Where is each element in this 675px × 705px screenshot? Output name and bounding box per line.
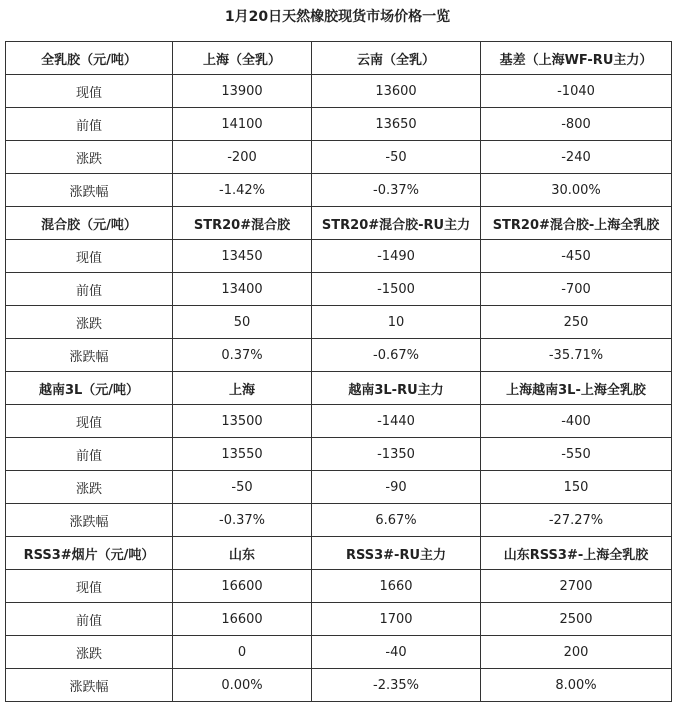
row-label-cell: 前值 <box>6 438 173 471</box>
row-label-cell: 涨跌 <box>6 306 173 339</box>
row-label-cell: 现值 <box>6 405 173 438</box>
section-header-cell: 山东RSS3#-上海全乳胶 <box>481 537 672 570</box>
row-label-cell: 现值 <box>6 75 173 108</box>
section-header-cell: 上海 <box>173 372 312 405</box>
table-row <box>6 339 672 372</box>
value-cell: -27.27% <box>481 504 672 537</box>
value-cell: 13500 <box>173 405 312 438</box>
value-cell: -1350 <box>312 438 481 471</box>
value-cell: -0.67% <box>312 339 481 372</box>
value-cell: -1490 <box>312 240 481 273</box>
table-row <box>6 438 672 471</box>
section-header-row <box>6 42 672 75</box>
table-row <box>6 669 672 702</box>
value-cell: 250 <box>481 306 672 339</box>
section-header-cell: STR20#混合胶 <box>173 207 312 240</box>
section-header-cell: STR20#混合胶-上海全乳胶 <box>481 207 672 240</box>
section-header-row <box>6 372 672 405</box>
row-label-cell: 前值 <box>6 273 173 306</box>
value-cell: -200 <box>173 141 312 174</box>
value-cell: -2.35% <box>312 669 481 702</box>
row-label-cell: 现值 <box>6 570 173 603</box>
value-cell: 8.00% <box>481 669 672 702</box>
section-header-cell: 基差（上海WF-RU主力） <box>481 42 672 75</box>
page-title: 1月20日天然橡胶现货市场价格一览 <box>224 9 451 25</box>
row-label-cell: 涨跌幅 <box>6 339 173 372</box>
value-cell: -240 <box>481 141 672 174</box>
value-cell: -550 <box>481 438 672 471</box>
value-cell: 14100 <box>173 108 312 141</box>
table-row <box>6 570 672 603</box>
value-cell: 0 <box>173 636 312 669</box>
section-header-row <box>6 537 672 570</box>
value-cell: -90 <box>312 471 481 504</box>
value-cell: -450 <box>481 240 672 273</box>
value-cell: 2700 <box>481 570 672 603</box>
value-cell: -50 <box>173 471 312 504</box>
value-cell: -1500 <box>312 273 481 306</box>
table-row <box>6 306 672 339</box>
section-header-cell: RSS3#烟片（元/吨） <box>6 537 173 570</box>
value-cell: 50 <box>173 306 312 339</box>
value-cell: 13400 <box>173 273 312 306</box>
value-cell: 13600 <box>312 75 481 108</box>
table-row <box>6 636 672 669</box>
value-cell: -1440 <box>312 405 481 438</box>
row-label-cell: 前值 <box>6 603 173 636</box>
value-cell: -1.42% <box>173 174 312 207</box>
section-header-row <box>6 207 672 240</box>
section-header-cell: 山东 <box>173 537 312 570</box>
table-row <box>6 405 672 438</box>
value-cell: 30.00% <box>481 174 672 207</box>
value-cell: -40 <box>312 636 481 669</box>
value-cell: -35.71% <box>481 339 672 372</box>
value-cell: 13550 <box>173 438 312 471</box>
section-header-cell: 上海越南3L-上海全乳胶 <box>481 372 672 405</box>
value-cell: 16600 <box>173 570 312 603</box>
table-row <box>6 75 672 108</box>
value-cell: -1040 <box>481 75 672 108</box>
value-cell: -50 <box>312 141 481 174</box>
value-cell: 13650 <box>312 108 481 141</box>
value-cell: -0.37% <box>312 174 481 207</box>
section-header-cell: 全乳胶（元/吨） <box>6 42 173 75</box>
value-cell: 200 <box>481 636 672 669</box>
price-table <box>5 41 672 702</box>
table-row <box>6 603 672 636</box>
value-cell: -400 <box>481 405 672 438</box>
table-row <box>6 273 672 306</box>
value-cell: 2500 <box>481 603 672 636</box>
value-cell: -700 <box>481 273 672 306</box>
table-row <box>6 174 672 207</box>
row-label-cell: 现值 <box>6 240 173 273</box>
value-cell: -800 <box>481 108 672 141</box>
row-label-cell: 涨跌幅 <box>6 669 173 702</box>
section-header-cell: 混合胶（元/吨） <box>6 207 173 240</box>
row-label-cell: 涨跌幅 <box>6 504 173 537</box>
value-cell: 0.37% <box>173 339 312 372</box>
section-header-cell: 云南（全乳） <box>312 42 481 75</box>
row-label-cell: 涨跌 <box>6 636 173 669</box>
value-cell: 13900 <box>173 75 312 108</box>
value-cell: 6.67% <box>312 504 481 537</box>
value-cell: 1700 <box>312 603 481 636</box>
value-cell: 150 <box>481 471 672 504</box>
table-row <box>6 504 672 537</box>
section-header-cell: 越南3L-RU主力 <box>312 372 481 405</box>
section-header-cell: RSS3#-RU主力 <box>312 537 481 570</box>
table-row <box>6 141 672 174</box>
row-label-cell: 涨跌 <box>6 471 173 504</box>
table-row <box>6 471 672 504</box>
value-cell: 13450 <box>173 240 312 273</box>
section-header-cell: 上海（全乳） <box>173 42 312 75</box>
row-label-cell: 涨跌 <box>6 141 173 174</box>
table-row <box>6 240 672 273</box>
row-label-cell: 前值 <box>6 108 173 141</box>
row-label-cell: 涨跌幅 <box>6 174 173 207</box>
section-header-cell: 越南3L（元/吨） <box>6 372 173 405</box>
value-cell: 10 <box>312 306 481 339</box>
table-row <box>6 108 672 141</box>
section-header-cell: STR20#混合胶-RU主力 <box>312 207 481 240</box>
value-cell: 16600 <box>173 603 312 636</box>
value-cell: 1660 <box>312 570 481 603</box>
value-cell: -0.37% <box>173 504 312 537</box>
value-cell: 0.00% <box>173 669 312 702</box>
